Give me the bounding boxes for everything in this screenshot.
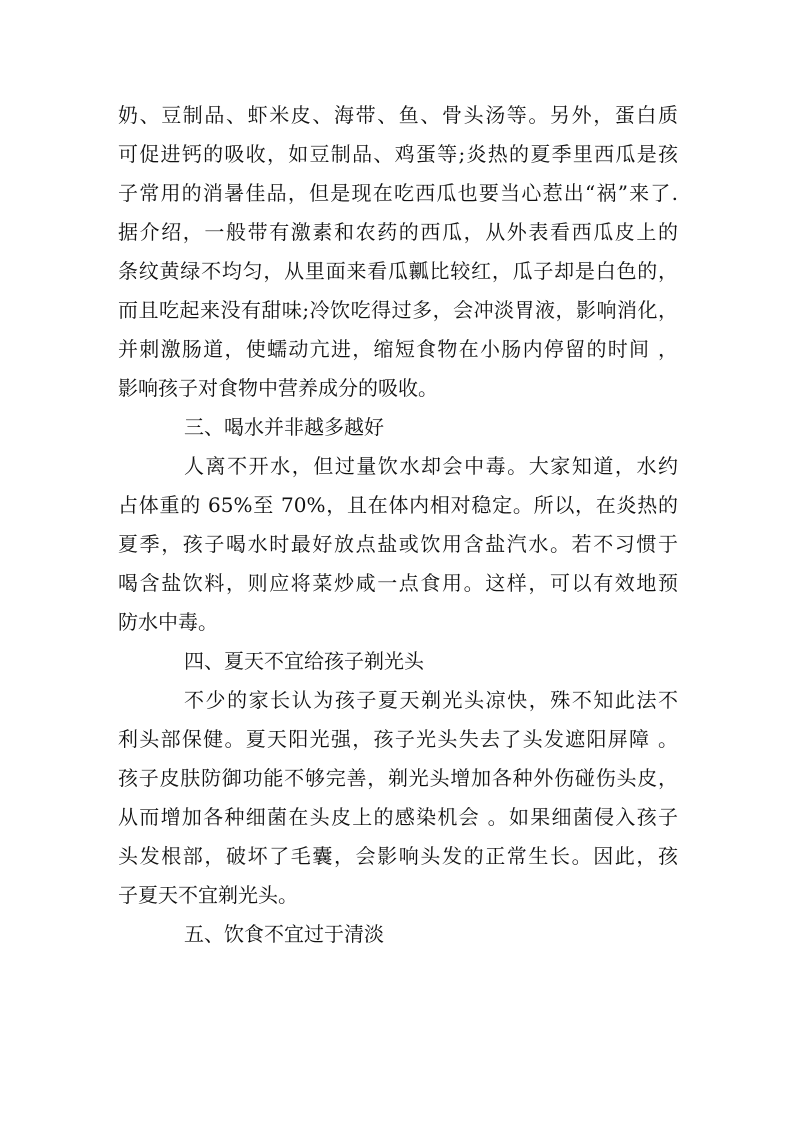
text-line: 影响孩子对食物中营养成分的吸收。 <box>118 376 438 400</box>
text-line: 而且吃起来没有甜味;冷饮吃得过多，会冲淡胃液，影响消化， <box>118 298 678 322</box>
section-heading: 五、饮食不宜过于清淡 <box>184 922 384 946</box>
body-text <box>118 96 678 954</box>
text-line: 可促进钙的吸收，如豆制品、鸡蛋等;炎热的夏季里西瓜是孩 <box>118 142 678 166</box>
text-line: 利头部保健。夏天阳光强，孩子光头失去了头发遮阳屏障 。 <box>118 727 678 751</box>
text-line: 头发根部，破坏了毛囊，会影响头发的正常生长。因此，孩 <box>118 844 678 868</box>
text-line: 奶、豆制品、虾米皮、海带、鱼、骨头汤等。另外，蛋白质 <box>118 103 678 127</box>
text-line: 并刺激肠道，使蠕动亢进，缩短食物在小肠内停留的时间 ， <box>118 337 678 361</box>
section-heading: 三、喝水并非越多越好 <box>184 415 384 439</box>
text-line: 防水中毒。 <box>118 610 218 634</box>
text-line: 喝含盐饮料，则应将菜炒咸一点食用。这样，可以有效地预 <box>118 571 678 595</box>
text-line: 孩子皮肤防御功能不够完善，剃光头增加各种外伤碰伤头皮， <box>118 766 678 790</box>
text-line: 子常用的消暑佳品，但是现在吃西瓜也要当心惹出“祸”来了. <box>118 181 678 205</box>
text-line: 条纹黄绿不均匀，从里面来看瓜瓤比较红，瓜子却是白色的， <box>118 259 678 283</box>
paragraph-first-line: 不少的家长认为孩子夏天剃光头凉快，殊不知此法不 <box>184 688 678 712</box>
text-line: 夏季，孩子喝水时最好放点盐或饮用含盐汽水。若不习惯于 <box>118 532 678 556</box>
text-line: 从而增加各种细菌在头皮上的感染机会 。如果细菌侵入孩子 <box>118 805 678 829</box>
text-line: 据介绍，一般带有激素和农药的西瓜，从外表看西瓜皮上的 <box>118 220 678 244</box>
text-line: 占体重的 65%至 70%，且在体内相对稳定。所以，在炎热的 <box>118 493 678 517</box>
text-line: 子夏天不宜剃光头。 <box>118 883 298 907</box>
section-heading: 四、夏天不宜给孩子剃光头 <box>184 649 424 673</box>
paragraph-first-line: 人离不开水，但过量饮水却会中毒。大家知道，水约 <box>184 454 678 478</box>
